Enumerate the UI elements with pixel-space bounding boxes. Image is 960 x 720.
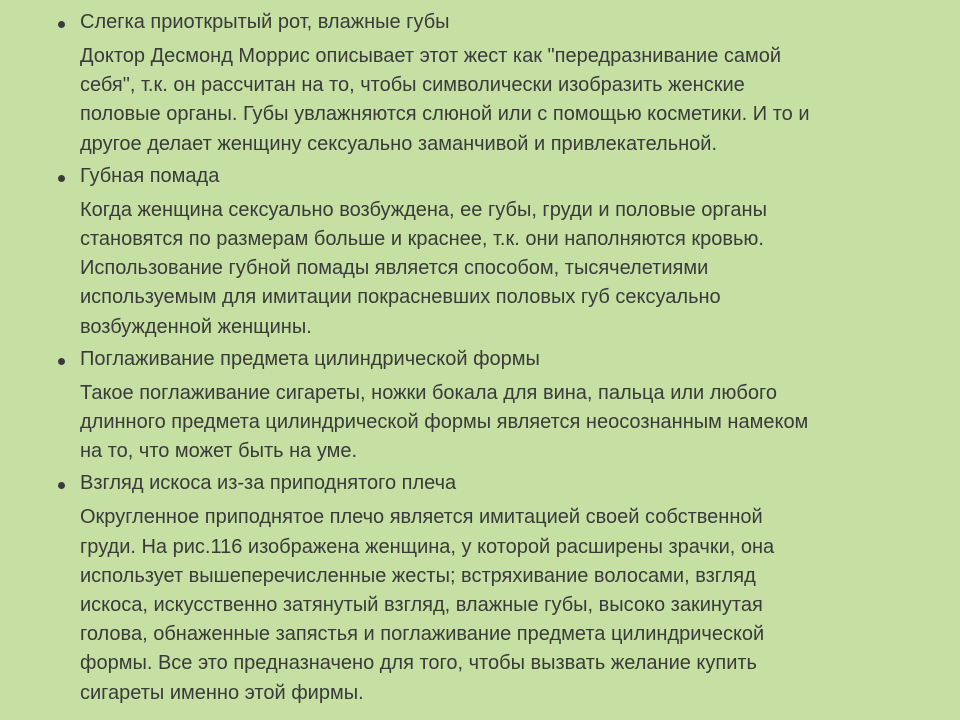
bullet-heading-row xyxy=(56,8,916,37)
bullet-heading-row xyxy=(56,345,916,374)
paragraph-line: Использование губной помады является способом, тысячелетиями xyxy=(80,257,709,280)
paragraph-line: на то, что может быть на уме. xyxy=(80,440,358,463)
paragraph-line: использует вышеперечисленные жесты; встряхивание волосами, взгляд xyxy=(80,564,756,587)
paragraph-line: формы. Все это предназначено для того, чтобы вызвать желание купить xyxy=(80,652,757,675)
bullet-dot-icon xyxy=(58,21,65,28)
bullet-dot-icon xyxy=(58,482,65,489)
bullet-paragraph xyxy=(56,503,916,707)
bullet-heading: Слегка приоткрытый рот, влажные губы xyxy=(80,11,450,33)
bullet-paragraph xyxy=(56,42,916,159)
bullet-heading: Взгляд искоса из-за приподнятого плеча xyxy=(80,472,457,495)
bullet-heading-row xyxy=(56,469,916,498)
paragraph-line: груди. На рис.116 изображена женщина, у которой расширены зрачки, она xyxy=(80,535,775,558)
paragraph-line: сигареты именно этой фирмы. xyxy=(80,681,364,704)
bullet-item xyxy=(56,469,916,707)
paragraph-line: Такое поглаживание сигареты, ножки бокала для вина, пальца или любого xyxy=(80,381,777,404)
paragraph-line: длинного предмета цилиндрической формы является неосознанным намеком xyxy=(80,411,809,434)
bullet-heading: Губная помада xyxy=(80,164,220,187)
paragraph-line: возбужденной женщины. xyxy=(80,315,312,338)
paragraph-line: Когда женщина сексуально возбуждена, ее губы, груди и половые органы xyxy=(80,198,767,221)
bullet-dot-icon xyxy=(58,358,65,365)
bullet-paragraph xyxy=(56,196,916,342)
paragraph-line: другое делает женщину сексуально заманчивой и привлекательной. xyxy=(80,132,718,155)
paragraph-line: голова, обнаженные запястья и поглаживание предмета цилиндрической xyxy=(80,623,765,646)
bullet-item xyxy=(56,8,916,159)
bullet-heading: Поглаживание предмета цилиндрической формы xyxy=(80,347,540,370)
paragraph-line: Округленное приподнятое плечо является имитацией своей собственной xyxy=(80,506,763,529)
bullet-dot-icon xyxy=(58,175,65,182)
paragraph-line: используемым для имитации покрасневших половых губ сексуально xyxy=(80,286,721,309)
bullet-item xyxy=(56,162,916,342)
bullet-heading-row xyxy=(56,162,916,191)
paragraph-line: становятся по размерам больше и краснее, т.к. они наполняются кровью. xyxy=(80,228,764,251)
bullet-paragraph xyxy=(56,379,916,467)
paragraph-line: искоса, искусственно затянутый взгляд, влажные губы, высоко закинутая xyxy=(80,594,763,617)
paragraph-line: половые органы. Губы увлажняются слюной или с помощью косметики. И то и xyxy=(80,103,810,126)
slide-content xyxy=(56,6,916,711)
bullet-item xyxy=(56,345,916,467)
paragraph-line: себя", т.к. он рассчитан на то, чтобы символически изобразить женские xyxy=(80,74,745,97)
paragraph-line: Доктор Десмонд Моррис описывает этот жест как "передразнивание самой xyxy=(80,45,782,67)
